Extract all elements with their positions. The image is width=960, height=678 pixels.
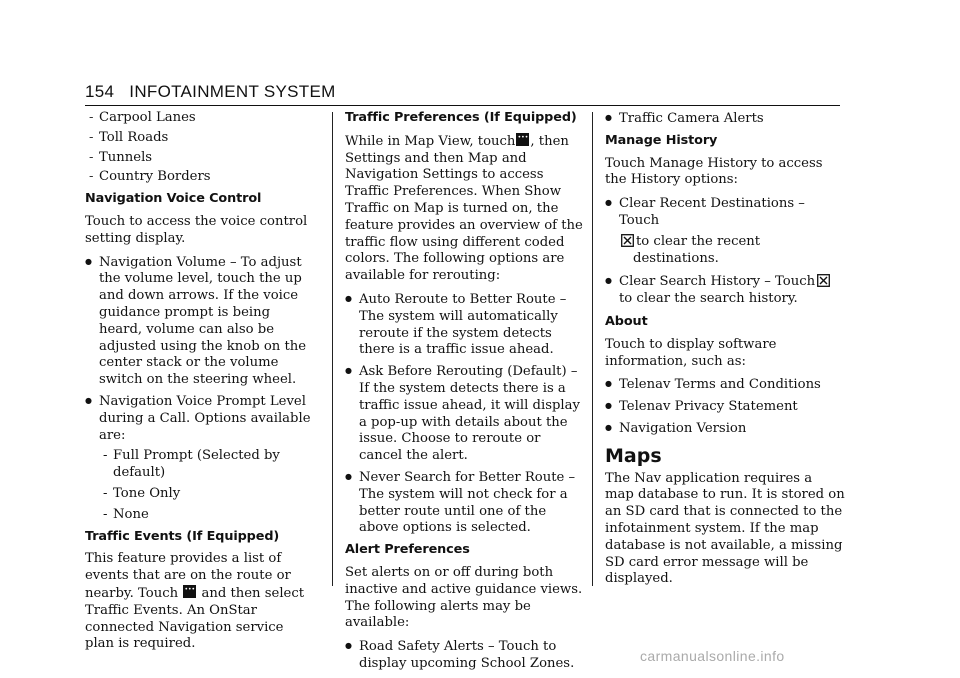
text: Clear Search History – Touch xyxy=(619,274,816,290)
list-item: - Carpool Lanes xyxy=(85,110,315,127)
column-2 xyxy=(345,110,585,677)
page-number: 154 xyxy=(85,82,115,101)
clear-x-icon xyxy=(621,234,634,247)
paragraph: Touch Manage History to access the History options: xyxy=(605,155,823,188)
list-item xyxy=(605,195,845,267)
list-item: ● Navigation Version xyxy=(605,420,845,438)
list-item: - Full Prompt (Selected by default) xyxy=(85,448,315,482)
list-item: ● Telenav Privacy Statement xyxy=(605,398,845,416)
list-item: - Tone Only xyxy=(85,486,315,503)
menu-dots-icon xyxy=(516,133,529,146)
paragraph: Touch to access the voice control setting display. xyxy=(85,213,308,246)
text: to clear the search history. xyxy=(619,291,798,307)
column-1 xyxy=(85,110,315,659)
list-item: ● Road Safety Alerts – Touch to display upcoming School Zones. xyxy=(345,638,585,673)
text: , then Settings and then Map and Navigation Settings to access Traffic Preferences. When Show Traffic on Map is turned on, the feature provides an overview of the traffic flow using different coded colors. The following options are available for rerouting: xyxy=(345,133,583,284)
paragraph: Set alerts on or off during both inactive and active guidance views. The following alerts may be available: xyxy=(345,564,583,631)
column-3 xyxy=(605,110,845,594)
column-divider xyxy=(592,112,593,586)
list-item: ● Traffic Camera Alerts xyxy=(605,110,845,128)
text: and then select Traffic Events. An OnStar connected Navigation service plan is required. xyxy=(85,585,305,652)
section-heading: Traffic Events (If Equipped) xyxy=(85,528,280,544)
list-item: - Toll Roads xyxy=(85,130,315,147)
paragraph xyxy=(85,551,315,653)
paragraph xyxy=(345,133,585,285)
list-item: ● Never Search for Better Route – The system will not check for a better route until one of the above options is selected. xyxy=(345,469,585,537)
section-heading: Manage History xyxy=(605,132,718,148)
list-item: - None xyxy=(85,507,315,524)
list-item: ● Auto Reroute to Better Route – The system will automatically reroute if the system detects there is a traffic issue ahead. xyxy=(345,291,585,359)
paragraph: The Nav application requires a map database to run. It is stored on an SD card that is connected to the infotainment system. If the map database is not available, a missing SD card error message will be displayed. xyxy=(605,470,845,587)
section-heading: Navigation Voice Control xyxy=(85,191,262,207)
list-item: ● Navigation Volume – To adjust the volume level, touch the up and down arrows. If the voice guidance prompt is being heard, volume can also be adjusted using the knob on the center stack or the volume switch on the steering wheel. xyxy=(85,254,315,389)
section-title: INFOTAINMENT SYSTEM xyxy=(129,82,336,101)
text: This feature provides a list of events that are on the route or nearby. Touch xyxy=(85,551,291,601)
watermark: carmanualsonline.info xyxy=(640,648,785,664)
list-item: - Tunnels xyxy=(85,150,315,167)
list-item: ● Telenav Terms and Conditions xyxy=(605,376,845,394)
list-item: ● Navigation Voice Prompt Level during a Call. Options available are: xyxy=(85,393,315,444)
list-item: ● Ask Before Rerouting (Default) – If the system detects there is a traffic issue ahead, it will display a pop-up with details about the issue. Choose to reroute or cancel the alert. xyxy=(345,363,585,465)
section-heading: About xyxy=(605,313,648,329)
section-heading: Alert Preferences xyxy=(345,542,470,558)
menu-dots-icon xyxy=(183,585,196,598)
paragraph: Touch to display software information, such as: xyxy=(605,336,777,369)
page-header xyxy=(85,82,336,102)
text: to clear the recent destinations. xyxy=(633,233,761,266)
text: Clear Recent Destinations – Touch xyxy=(619,196,805,228)
section-heading: Traffic Preferences (If Equipped) xyxy=(345,110,577,125)
list-item xyxy=(605,273,845,308)
chapter-heading: Maps xyxy=(605,444,662,467)
column-divider xyxy=(332,112,333,586)
text: While in Map View, touch xyxy=(345,133,516,149)
list-item: - Country Borders xyxy=(85,169,315,186)
header-rule xyxy=(85,105,840,106)
clear-x-icon xyxy=(817,274,830,287)
